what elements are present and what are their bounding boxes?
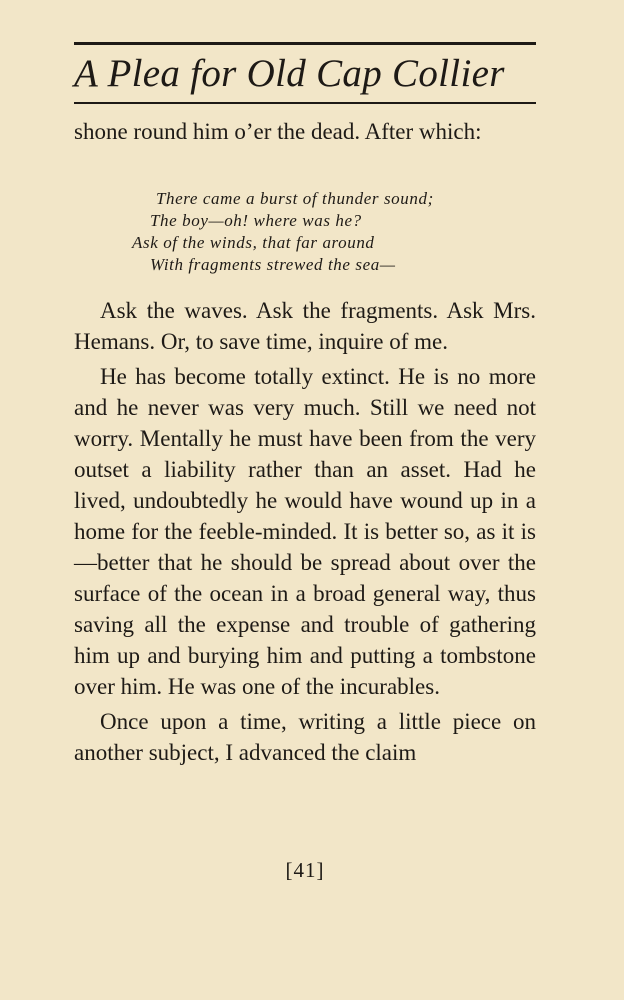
verse-line: The boy—oh! where was he? <box>150 211 362 230</box>
opening-paragraph: shone round him o’er the dead. After which: <box>74 119 482 144</box>
book-page <box>74 0 536 1000</box>
opening-paragraph-block <box>74 116 536 148</box>
paragraph: Ask the waves. Ask the fragments. Ask Mrs. Hemans. Or, to save time, inquire of me. <box>74 298 536 354</box>
verse-line: With fragments strewed the sea— <box>150 255 396 274</box>
verse-line: Ask of the winds, that far around <box>132 233 375 252</box>
verse-line: There came a burst of thunder sound; <box>156 189 434 208</box>
paragraph: Once upon a time, writing a little piece on another subject, I advanced the claim <box>74 709 536 765</box>
running-head: A Plea for Old Cap Collier <box>74 52 505 95</box>
body-paragraphs <box>74 295 536 772</box>
header-rule-bottom <box>74 102 536 104</box>
header-rule-top <box>74 42 536 45</box>
paragraph: He has become totally extinct. He is no more and he never was very much. Still we need not worry. Mentally he must have been from the very outset a liability rather than an asset. Had he lived, undoubtedly he would have wound up in a home for the feeble-minded. It is better so, as it is—better that he should be spread about over the surface of the ocean in a broad general way, thus saving all the expense and trouble of gathering him up and burying him and putting a tombstone over him. He was one of the incurables. <box>74 364 536 699</box>
page-number: [41] <box>285 858 325 882</box>
verse-quote <box>132 188 434 276</box>
